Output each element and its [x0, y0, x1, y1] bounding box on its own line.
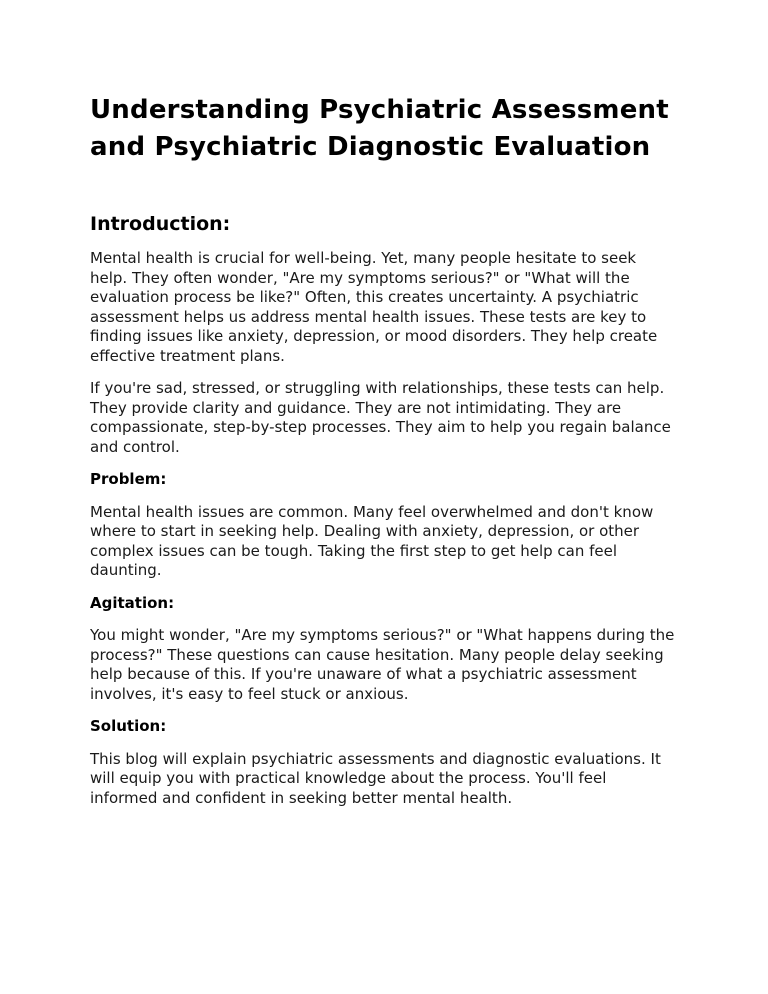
introduction-paragraph-1: Mental health is crucial for well-being. Yet, many people hesitate to seek help. They often wonder, "Are my symptoms serious?" or "What will the evaluation process be like?" Often, this creates uncertainty. A psychiatric assessment helps us address mental health issues. These tests are key to finding issues like anxiety, depression, or mood disorders. They help create effective treatment plans. [90, 249, 658, 365]
section-heading-problem: Problem: [90, 470, 167, 488]
problem-paragraph: Mental health issues are common. Many feel overwhelmed and don't know where to start in seeking help. Dealing with anxiety, depression, or other complex issues can be tough. Taking the first step to get help can feel daunting. [90, 502, 654, 579]
document-title: Understanding Psychiatric Assessment and Psychiatric Diagnostic Evaluation [90, 95, 669, 162]
introduction-paragraph-2: If you're sad, stressed, or struggling with relationships, these tests can help. They provide clarity and guidance. They are not intimidating. They are compassionate, step-by-step processes. They aim to help you regain balance and control. [90, 379, 671, 456]
section-heading-agitation: Agitation: [90, 593, 175, 612]
section-heading-introduction: Introduction: [90, 213, 231, 235]
section-heading-solution: Solution: [90, 717, 167, 735]
solution-paragraph: This blog will explain psychiatric assessments and diagnostic evaluations. It will equip you with practical knowledge about the process. You'll feel informed and confident in seeking better mental health. [90, 749, 661, 807]
agitation-paragraph: You might wonder, "Are my symptoms serious?" or "What happens during the process?" These questions can cause hesitation. Many people delay seeking help because of this. If you're unaware of what a psychiatric assessment involves, it's easy to feel stuck or anxious. [90, 626, 675, 703]
